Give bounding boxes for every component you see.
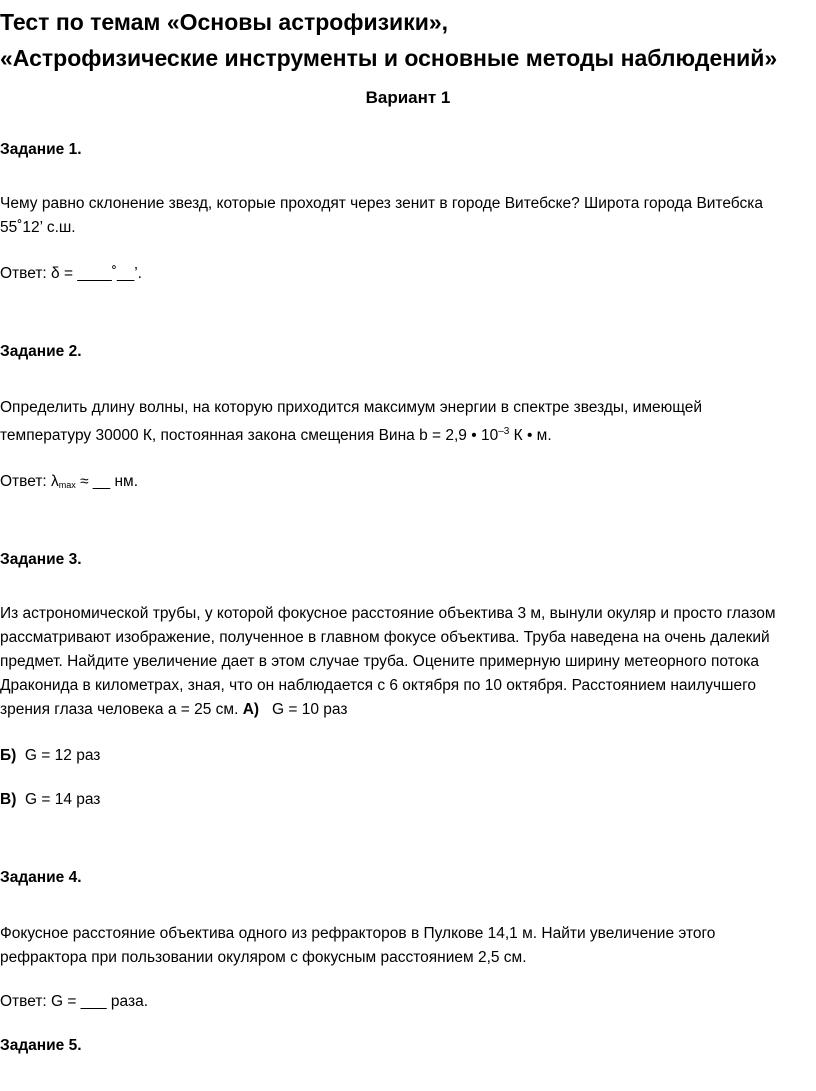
task-3-line-4: Драконида в километрах, зная, что он наблюдается с 6 октября по 10 октября. Расстоянием наилучшего bbox=[0, 677, 757, 694]
task-3-line-2: рассматривают изображение, полученное в главном фокусе объектива. Труба наведена на очень далекий bbox=[0, 629, 770, 646]
task-3-option-c-label: В) bbox=[0, 791, 17, 808]
task-5-heading: Задание 5. bbox=[0, 1037, 82, 1054]
task-2-line-2-prefix: температуру 30000 К, постоянная закона смещения Вина b = 2,9 • 10 bbox=[0, 427, 499, 444]
task-3-line-5-text: зрения глаза человека а = 25 см. bbox=[0, 701, 243, 718]
task-4-answer: Ответ: G = ___ раза. bbox=[0, 993, 149, 1010]
task-1-heading: Задание 1. bbox=[0, 141, 82, 158]
task-2-line-2-suffix: К • м. bbox=[509, 427, 552, 444]
task-3-option-a-text: G = 10 раз bbox=[259, 701, 348, 718]
task-2-answer-subscript: max bbox=[58, 480, 76, 490]
task-1-answer: Ответ: δ = ____˚__’. bbox=[0, 265, 142, 282]
task-2-answer-suffix: ≈ __ нм. bbox=[75, 473, 139, 490]
variant-heading: Вариант 1 bbox=[365, 88, 451, 107]
task-3-option-c-text: G = 14 раз bbox=[16, 791, 101, 808]
title-line-2: «Астрофизические инструменты и основные методы наблюдений» bbox=[0, 45, 778, 71]
task-2-line-2 bbox=[0, 420, 816, 444]
task-4-question bbox=[0, 922, 816, 970]
task-4-heading: Задание 4. bbox=[0, 869, 82, 886]
task-3-option-b-label: Б) bbox=[0, 747, 17, 764]
task-1-line-2: 55˚12’ с.ш. bbox=[0, 219, 76, 236]
document-title bbox=[0, 4, 816, 76]
task-2-answer bbox=[0, 470, 816, 497]
title-line-1: Тест по темам «Основы астрофизики», bbox=[0, 9, 449, 35]
task-3-line-3: предмет. Найдите увеличение дает в этом случае труба. Оцените примерную ширину метеорного потока bbox=[0, 653, 759, 670]
task-4-line-2: рефрактора при пользовании окуляром с фокусным расстоянием 2,5 см. bbox=[0, 949, 527, 966]
task-3-option-a-label: А) bbox=[242, 701, 260, 718]
task-4-line-1: Фокусное расстояние объектива одного из рефракторов в Пулкове 14,1 м. Найти увеличение этого bbox=[0, 925, 716, 942]
task-3-line-5 bbox=[0, 698, 816, 722]
task-3-option-c bbox=[0, 788, 816, 812]
task-1-question bbox=[0, 192, 816, 240]
task-2-heading: Задание 2. bbox=[0, 343, 82, 360]
task-2-answer-prefix: Ответ: λ bbox=[0, 473, 59, 490]
task-2-line-1: Определить длину волны, на которую приходится максимум энергии в спектре звезды, имеющей bbox=[0, 399, 703, 416]
task-3-line-1: Из астрономической трубы, у которой фокусное расстояние объектива 3 м, вынули окуляр и просто глазом bbox=[0, 605, 776, 622]
task-3-option-b bbox=[0, 744, 816, 768]
task-3-option-b-text: G = 12 раз bbox=[16, 747, 101, 764]
task-3-question bbox=[0, 602, 816, 722]
task-2-question bbox=[0, 396, 816, 444]
task-3-heading: Задание 3. bbox=[0, 551, 82, 568]
task-2-exponent: –3 bbox=[498, 426, 510, 437]
task-1-line-1: Чему равно склонение звезд, которые проходят через зенит в городе Витебске? Широта города Витебска bbox=[0, 195, 764, 212]
